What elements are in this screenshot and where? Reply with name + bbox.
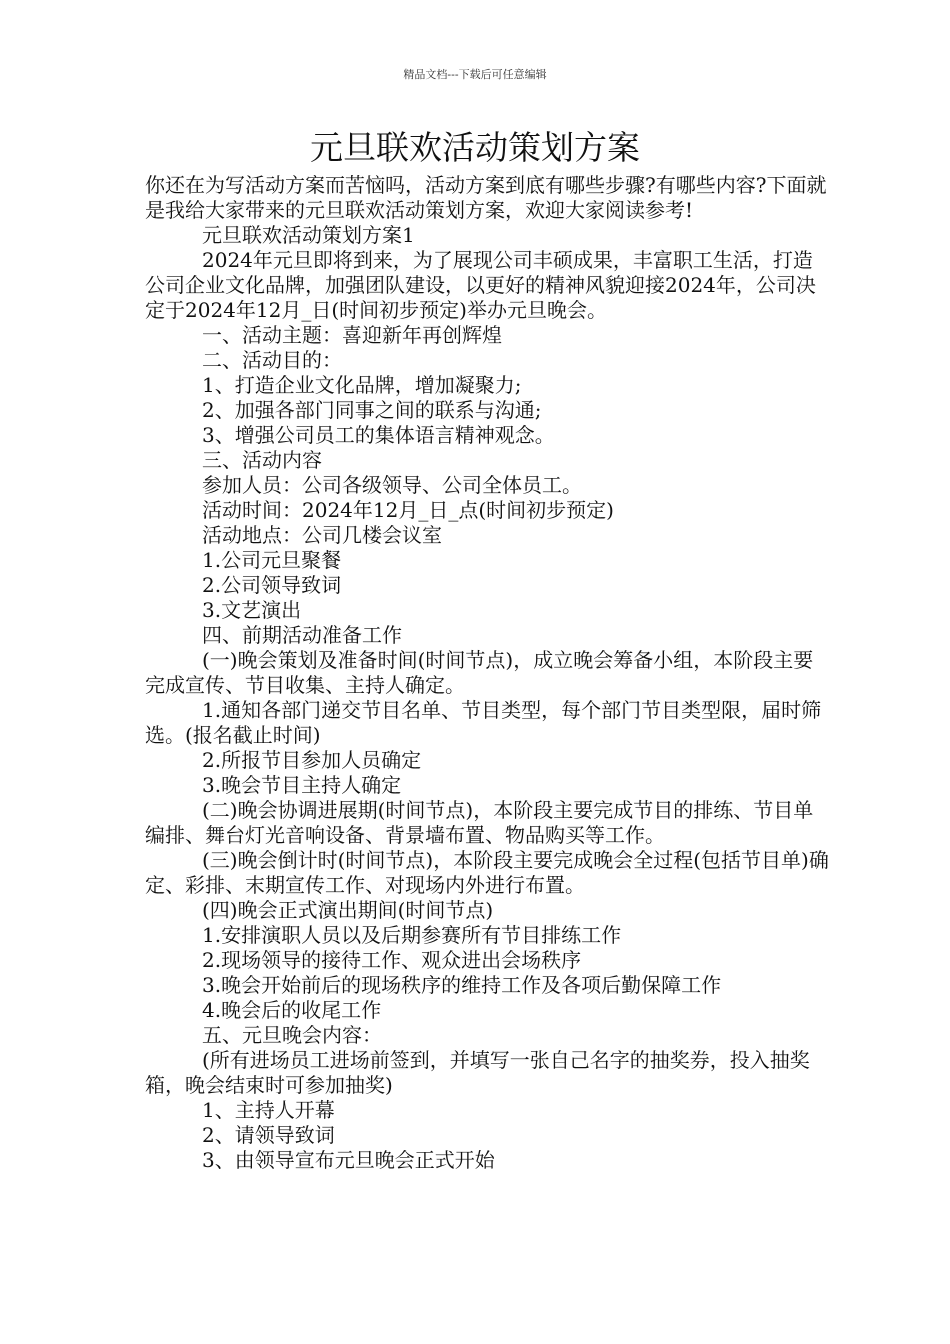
paragraph: 活动地点：公司几楼会议室 [202, 523, 442, 547]
paragraph: 3、由领导宣布元旦晚会正式开始 [202, 1148, 495, 1172]
paragraph: 2.现场领导的接待工作、观众进出会场秩序 [202, 948, 582, 972]
document-body [145, 173, 831, 1173]
paragraph: 参加人员：公司各级领导、公司全体员工。 [202, 473, 582, 497]
paragraph: 1、打造企业文化品牌，增加凝聚力; [202, 373, 522, 397]
header-note: 精品文档---下载后可任意编辑 [403, 68, 547, 81]
paragraph: 4.晚会后的收尾工作 [202, 998, 382, 1022]
paragraph: 1.通知各部门递交节目名单、节目类型，每个部门节目类型限，届时筛选。(报名截止时间) [145, 698, 822, 747]
paragraph: (四)晚会正式演出期间(时间节点) [202, 898, 494, 922]
paragraph: 二、活动目的： [202, 348, 342, 372]
paragraph: 元旦联欢活动策划方案1 [202, 223, 415, 247]
paragraph: 2、请领导致词 [202, 1123, 335, 1147]
paragraph: 1、主持人开幕 [202, 1098, 335, 1122]
paragraph: 3.晚会开始前后的现场秩序的维持工作及各项后勤保障工作 [202, 973, 722, 997]
paragraph: 3、增强公司员工的集体语言精神观念。 [202, 423, 555, 447]
paragraph: (二)晚会协调进展期(时间节点)，本阶段主要完成节目的排练、节目单编排、舞台灯光音响设备、背景墙布置、物品购买等工作。 [145, 798, 814, 847]
paragraph: 五、元旦晚会内容： [202, 1023, 382, 1047]
paragraph: 活动时间：2024年12月_日_点(时间初步预定) [202, 498, 614, 522]
paragraph: 3.文艺演出 [202, 598, 302, 622]
paragraph: 1.安排演职人员以及后期参赛所有节目排练工作 [202, 923, 622, 947]
paragraph: 3.晚会节目主持人确定 [202, 773, 402, 797]
paragraph: 你还在为写活动方案而苦恼吗，活动方案到底有哪些步骤?有哪些内容?下面就是我给大家带来的元旦联欢活动策划方案，欢迎大家阅读参考! [145, 173, 827, 222]
paragraph: 2.所报节目参加人员确定 [202, 748, 422, 772]
paragraph: 2.公司领导致词 [202, 573, 342, 597]
paragraph: 2024年元旦即将到来，为了展现公司丰硕成果，丰富职工生活，打造公司企业文化品牌，加强团队建设，以更好的精神风貌迎接2024年，公司决定于2024年12月_日(时间初步预定)举办元旦晚会。 [145, 248, 816, 322]
paragraph: 2、加强各部门同事之间的联系与沟通; [202, 398, 542, 422]
paragraph: (一)晚会策划及准备时间(时间节点)，成立晚会筹备小组，本阶段主要完成宣传、节目收集、主持人确定。 [145, 648, 814, 697]
paragraph: 四、前期活动准备工作 [202, 623, 402, 647]
paragraph: 一、活动主题：喜迎新年再创辉煌 [202, 323, 502, 347]
paragraph: 三、活动内容 [202, 448, 322, 472]
paragraph: 1.公司元旦聚餐 [202, 548, 342, 572]
paragraph: (三)晚会倒计时(时间节点)，本阶段主要完成晚会全过程(包括节目单)确定、彩排、末期宣传工作、对现场内外进行布置。 [145, 848, 829, 897]
paragraph: (所有进场员工进场前签到，并填写一张自己名字的抽奖券，投入抽奖箱，晚会结束时可参加抽奖) [145, 1048, 810, 1097]
document-title: 元旦联欢活动策划方案 [310, 128, 640, 167]
